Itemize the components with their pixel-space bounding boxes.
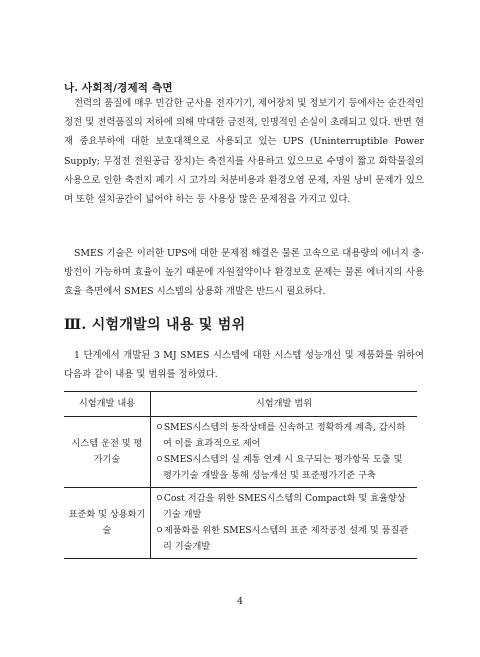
scope-item: ㅇ제품화를 위한 SMES시스템의 표준 제작공정 설계 및 품질관리 기술개발 xyxy=(155,525,409,552)
scope-item: ㅇSMES시스템의 실 계통 연계 시 요구되는 평가항목 도출 및 평가기술 개발을 통해 성능개선 및 표준평가기준 구축 xyxy=(155,454,403,481)
row-items xyxy=(151,488,418,559)
row-label: 표준화 및 상용화기술 xyxy=(64,488,151,559)
row-label: 시스템 운전 및 평가기술 xyxy=(64,417,151,488)
header-content: 시험개발 내용 xyxy=(64,392,151,417)
development-scope-table xyxy=(64,391,417,559)
table-header-row xyxy=(64,392,417,417)
scope-item: ㅇSMES시스템의 동작상태를 신속하고 정확하게 계측, 감시하여 이를 효과적으로 제어 xyxy=(155,422,406,449)
paragraph-scope-intro: 1 단계에서 개발된 3 MJ SMES 시스템에 대한 시스템 성능개선 및 제품화를 위하여 다음과 같이 내용 및 범위를 정하였다. xyxy=(64,350,424,381)
page-number: 4 xyxy=(236,596,244,607)
header-scope: 시험개발 범위 xyxy=(151,392,418,417)
section-heading: 나. 사회적/경제적 측면 xyxy=(64,82,173,94)
table-row xyxy=(64,488,417,559)
row-items xyxy=(151,417,418,488)
chapter-heading: Ⅲ. 시험개발의 내용 및 범위 xyxy=(64,317,246,333)
table-row xyxy=(64,417,417,488)
scope-item: ㅇCost 저감을 위한 SMES시스템의 Compact화 및 효율향상 기술 개발 xyxy=(155,493,406,520)
paragraph-smes-technology: SMES 기술은 이러한 UPS에 대한 문제점 해결은 물론 고속으로 대용량의 에너지 충·방전이 가능하며 효율이 높기 때문에 자원절약이나 환경보호 문제는 물론 에너지의 사용효율 측면에서 SMES 시스템의 상용화 개발은 반드시 필요하다. xyxy=(64,248,424,298)
paragraph-power-quality: 전력의 품질에 매우 민감한 군사용 전자기기, 제어장치 및 정보기기 등에서는 순간적인 정전 및 전력품질의 저하에 의해 막대한 금전적, 인명적인 손실이 초래되고 있다. 반면 현재 중요부하에 대한 보호대책으로 사용되고 있는 UPS (Uninterruptible Power Supply; 무정전 전원공급 장치)는 축전지를 사용하고 있으므로 수명이 짧고 화학물질의 사용으로 인한 축전지 폐기 시 고가의 처분비용과 환경오염 문제, 자원 낭비 문제가 있으며 또한 설치공간이 넓어야 하는 등 사용상 많은 문제점을 가지고 있다. xyxy=(64,98,424,206)
